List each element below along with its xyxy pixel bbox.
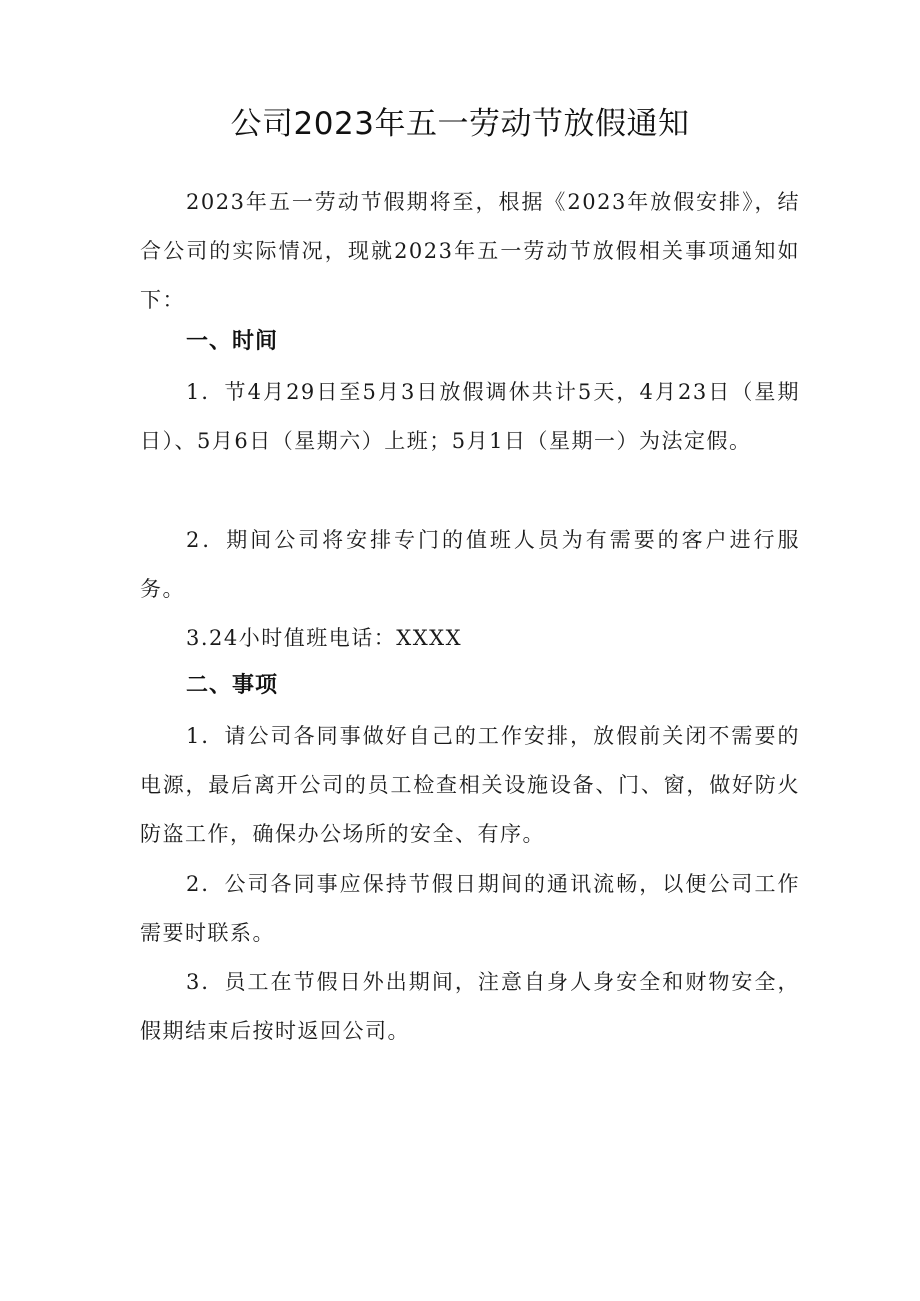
time-item-3: 3.24小时值班电话：XXXX [186, 626, 463, 650]
intro-paragraph: 2023年五一劳动节假期将至，根据《2023年放假安排》，结合公司的实际情况，现就2023年五一劳动节放假相关事项通知如下： [140, 190, 800, 312]
document-title: 公司2023年五一劳动节放假通知 [230, 106, 690, 142]
section-heading-time: 一、时间 [186, 329, 279, 354]
matters-item-3: 3．员工在节假日外出期间，注意自身人身安全和财物安全，假期结束后按时返回公司。 [140, 970, 800, 1043]
section-heading-matters: 二、事项 [186, 673, 279, 698]
time-item-2: 2．期间公司将安排专门的值班人员为有需要的客户进行服务。 [140, 528, 800, 601]
matters-item-2: 2．公司各同事应保持节假日期间的通讯流畅，以便公司工作需要时联系。 [140, 872, 800, 945]
matters-item-1: 1．请公司各同事做好自己的工作安排，放假前关闭不需要的电源，最后离开公司的员工检查相关设施设备、门、窗，做好防火防盗工作，确保办公场所的安全、有序。 [140, 724, 800, 846]
time-item-1: 1．节4月29日至5月3日放假调休共计5天，4月23日（星期日）、5月6日（星期六）上班；5月1日（星期一）为法定假。 [140, 380, 800, 453]
